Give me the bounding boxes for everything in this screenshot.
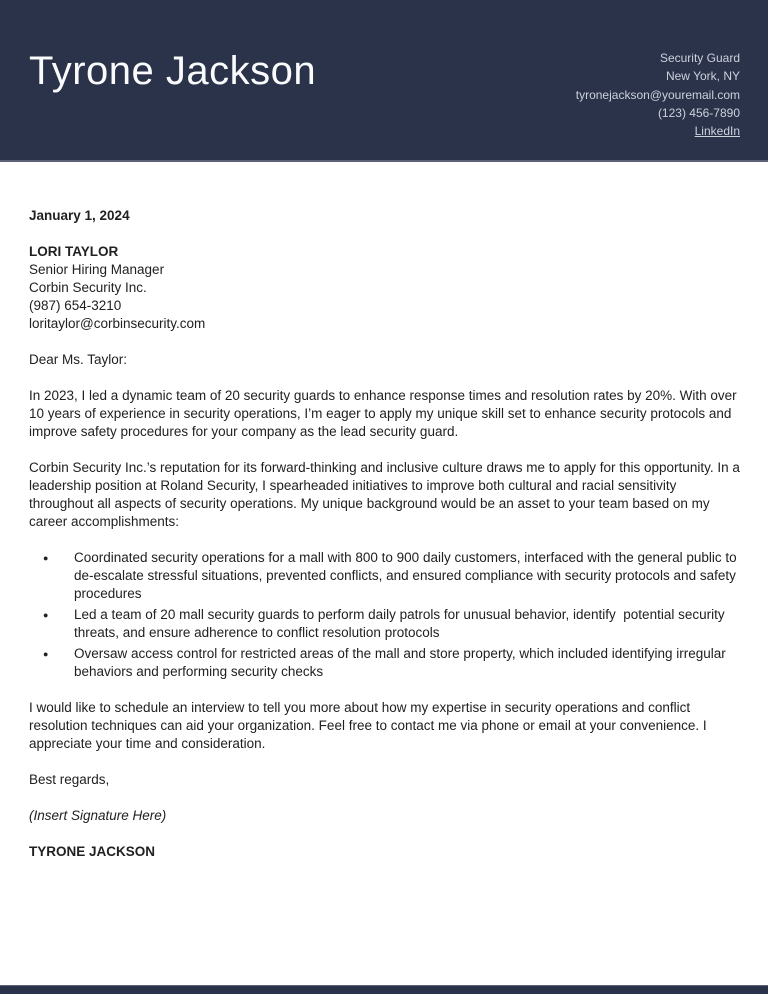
contact-location: New York, NY bbox=[665, 69, 740, 84]
letter-date: January 1, 2024 bbox=[29, 208, 130, 223]
letter-body bbox=[0, 162, 768, 861]
bullet-item: ● Oversaw access control for restricted areas of the mall and store property, which included identifying irregular behaviors and performing security checks bbox=[74, 645, 740, 681]
recipient-email: loritaylor@corbinsecurity.com bbox=[29, 316, 206, 331]
paragraph-intro: In 2023, I led a dynamic team of 20 security guards to enhance response times and resolution rates by 20%. With over 10 years of experience in security operations, I’m eager to apply my unique skill set to enhance security protocols and improve safety procedures for your company as the lead security guard. bbox=[29, 388, 741, 439]
recipient-block bbox=[29, 243, 740, 333]
signature-placeholder: (Insert Signature Here) bbox=[29, 808, 167, 823]
signature-name: TYRONE JACKSON bbox=[29, 844, 156, 859]
contact-block bbox=[576, 49, 740, 140]
paragraph-closing: I would like to schedule an interview to tell you more about how my expertise in security operations and conflict resolution techniques can aid your organization. Feel free to contact me via phone or email at your convenience. I appreciate your time and consideration. bbox=[29, 700, 711, 751]
accomplishments-list bbox=[29, 549, 740, 681]
bullet-item: ● Coordinated security operations for a mall with 800 to 900 daily customers, interfaced with the general public to de-escalate stressful situations, prevented conflicts, and ensured compliance with security protocols and safety procedures bbox=[74, 549, 740, 603]
salutation: Dear Ms. Taylor: bbox=[29, 352, 128, 367]
bullet-item: ● Led a team of 20 mall security guards to perform daily patrols for unusual behavior, identify potential security threats, and ensure adherence to conflict resolution protocols bbox=[74, 606, 740, 642]
contact-job-title: Security Guard bbox=[659, 51, 740, 65]
sign-off: Best regards, bbox=[29, 772, 110, 787]
recipient-job-title: Senior Hiring Manager bbox=[29, 262, 165, 277]
contact-phone: (123) 456-7890 bbox=[657, 105, 740, 120]
recipient-phone: (987) 654-3210 bbox=[29, 298, 122, 313]
header-banner bbox=[0, 0, 768, 162]
contact-email: tyronejackson@youremail.com bbox=[575, 87, 740, 102]
paragraph-motivation: Corbin Security Inc.’s reputation for its forward-thinking and inclusive culture draws me to apply for this opportunity. In a leadership position at Roland Security, I spearheaded initiatives to improve both cultural and racial sensitivity throughout all aspects of security operations. My unique background would be an asset to your team based on my career accomplishments: bbox=[29, 460, 744, 529]
linkedin-link[interactable]: LinkedIn bbox=[694, 124, 740, 139]
recipient-company: Corbin Security Inc. bbox=[29, 280, 147, 295]
applicant-name: Tyrone Jackson bbox=[29, 49, 317, 93]
footer-accent-bar bbox=[0, 985, 768, 994]
recipient-name: LORI TAYLOR bbox=[29, 244, 119, 259]
